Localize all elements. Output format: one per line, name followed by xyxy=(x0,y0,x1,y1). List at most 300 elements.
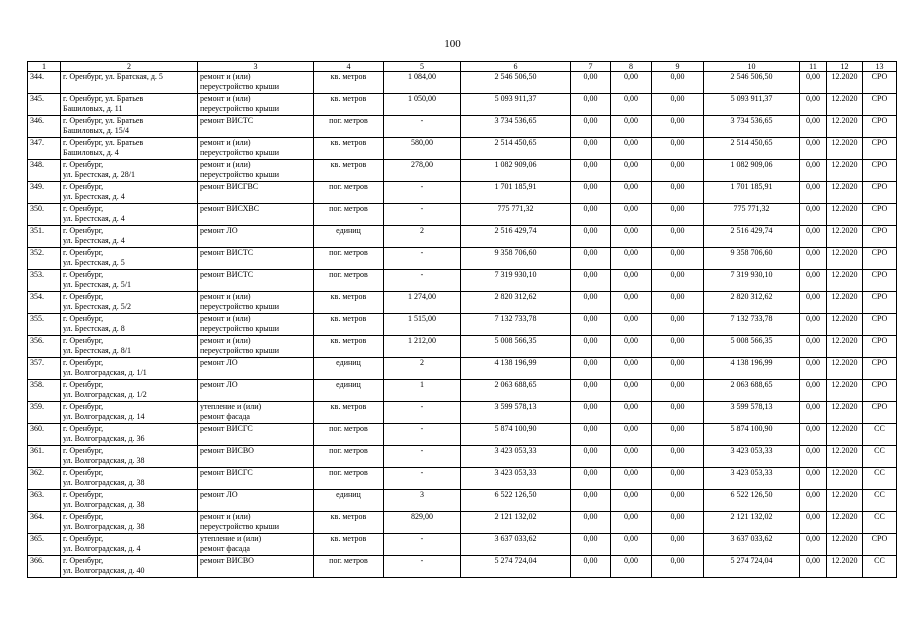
table-row xyxy=(28,248,897,270)
cell-work-type xyxy=(198,512,314,534)
cell-quantity: 1 050,00 xyxy=(384,94,461,116)
column-header-9: 9 xyxy=(652,62,704,72)
cell-unit: пог. метров xyxy=(314,468,384,490)
cell-col-10-value: 2 063 688,65 xyxy=(704,380,800,402)
table-row xyxy=(28,556,897,578)
cell-address-line: г. Оренбург, xyxy=(63,424,104,433)
cell-completion-date: 12.2020 xyxy=(827,446,863,468)
cell-address xyxy=(61,446,198,468)
cell-col-8-value: 0,00 xyxy=(611,534,652,556)
cell-col-7-value: 0,00 xyxy=(571,490,611,512)
cell-work-type-line: ремонт и (или) xyxy=(200,138,251,147)
cell-work-type xyxy=(198,380,314,402)
cell-work-type-line: ремонт и (или) xyxy=(200,512,251,521)
cell-col-7-value: 0,00 xyxy=(571,380,611,402)
table-header xyxy=(28,62,897,72)
table-row xyxy=(28,446,897,468)
cell-col-9-value: 0,00 xyxy=(652,292,704,314)
column-header-6: 6 xyxy=(461,62,571,72)
cell-col-9-value: 0,00 xyxy=(652,512,704,534)
cell-work-type-line: ремонт ВИСВО xyxy=(200,556,254,565)
cell-total-cost: 7 319 930,10 xyxy=(461,270,571,292)
cell-unit: кв. метров xyxy=(314,336,384,358)
page-number: 100 xyxy=(444,38,461,50)
cell-col-9-value: 0,00 xyxy=(652,160,704,182)
cell-address xyxy=(61,248,198,270)
cell-col-7-value: 0,00 xyxy=(571,512,611,534)
cell-col-9-value: 0,00 xyxy=(652,72,704,94)
cell-col-11-value: 0,00 xyxy=(800,248,827,270)
cell-total-cost: 3 423 053,33 xyxy=(461,468,571,490)
cell-quantity: - xyxy=(384,556,461,578)
cell-col-8-value: 0,00 xyxy=(611,424,652,446)
table-row xyxy=(28,380,897,402)
cell-work-type-line: ремонт и (или) xyxy=(200,292,251,301)
cell-address-line: ул. Брестская, д. 28/1 xyxy=(63,170,135,179)
cell-col-8-value: 0,00 xyxy=(611,160,652,182)
cell-quantity: 278,00 xyxy=(384,160,461,182)
cell-total-cost: 2 820 312,62 xyxy=(461,292,571,314)
cell-quantity: - xyxy=(384,468,461,490)
column-header-5: 5 xyxy=(384,62,461,72)
column-header-11: 11 xyxy=(800,62,827,72)
table-row xyxy=(28,160,897,182)
table-row xyxy=(28,402,897,424)
column-header-12: 12 xyxy=(827,62,863,72)
cell-address-line: г. Оренбург, xyxy=(63,512,104,521)
table-row xyxy=(28,358,897,380)
cell-quantity: - xyxy=(384,402,461,424)
table-row xyxy=(28,116,897,138)
cell-row-number: 352. xyxy=(28,248,61,270)
cell-unit: кв. метров xyxy=(314,512,384,534)
cell-method: СРО xyxy=(863,270,897,292)
cell-total-cost: 5 093 911,37 xyxy=(461,94,571,116)
cell-work-type-line: ремонт ВИСТС xyxy=(200,270,254,279)
cell-row-number: 345. xyxy=(28,94,61,116)
cell-work-type xyxy=(198,72,314,94)
cell-row-number: 350. xyxy=(28,204,61,226)
cell-col-8-value: 0,00 xyxy=(611,94,652,116)
cell-col-9-value: 0,00 xyxy=(652,138,704,160)
cell-address-line: ул. Волгоградская, д. 14 xyxy=(63,412,145,421)
cell-col-8-value: 0,00 xyxy=(611,204,652,226)
cell-row-number: 346. xyxy=(28,116,61,138)
cell-col-9-value: 0,00 xyxy=(652,446,704,468)
cell-work-type-line: переустройство крыши xyxy=(200,324,280,333)
cell-address-line: г. Оренбург, xyxy=(63,248,104,257)
cell-col-10-value: 775 771,32 xyxy=(704,204,800,226)
cell-unit: единиц xyxy=(314,490,384,512)
column-header-2: 2 xyxy=(61,62,198,72)
column-header-8: 8 xyxy=(611,62,652,72)
cell-work-type-line: ремонт ЛО xyxy=(200,490,238,499)
cell-work-type xyxy=(198,292,314,314)
cell-address-line: г. Оренбург, xyxy=(63,292,104,301)
cell-work-type xyxy=(198,468,314,490)
cell-total-cost: 7 132 733,78 xyxy=(461,314,571,336)
cell-quantity: 829,00 xyxy=(384,512,461,534)
cell-col-8-value: 0,00 xyxy=(611,336,652,358)
cell-address-line: г. Оренбург, xyxy=(63,358,104,367)
cell-row-number: 349. xyxy=(28,182,61,204)
cell-unit: пог. метров xyxy=(314,182,384,204)
cell-work-type-line: ремонт ВИСТС xyxy=(200,248,254,257)
cell-work-type-line: ремонт фасада xyxy=(200,544,250,553)
cell-col-9-value: 0,00 xyxy=(652,182,704,204)
cell-col-7-value: 0,00 xyxy=(571,336,611,358)
cell-col-10-value: 5 093 911,37 xyxy=(704,94,800,116)
cell-address-line: г. Оренбург, xyxy=(63,402,104,411)
cell-address-line: г. Оренбург, xyxy=(63,314,104,323)
cell-work-type-line: ремонт ВИСХВС xyxy=(200,204,260,213)
cell-col-8-value: 0,00 xyxy=(611,138,652,160)
table-row xyxy=(28,270,897,292)
cell-work-type-line: переустройство крыши xyxy=(200,346,280,355)
cell-total-cost: 3 637 033,62 xyxy=(461,534,571,556)
cell-col-10-value: 2 121 132,02 xyxy=(704,512,800,534)
table-row xyxy=(28,336,897,358)
cell-row-number: 360. xyxy=(28,424,61,446)
cell-col-10-value: 1 701 185,91 xyxy=(704,182,800,204)
cell-col-7-value: 0,00 xyxy=(571,270,611,292)
cell-col-11-value: 0,00 xyxy=(800,402,827,424)
cell-address-line: ул. Брестская, д. 5 xyxy=(63,258,125,267)
cell-col-10-value: 3 599 578,13 xyxy=(704,402,800,424)
cell-col-11-value: 0,00 xyxy=(800,446,827,468)
cell-quantity: 2 xyxy=(384,226,461,248)
cell-completion-date: 12.2020 xyxy=(827,160,863,182)
table-row xyxy=(28,292,897,314)
cell-address-line: г. Оренбург, xyxy=(63,336,104,345)
cell-completion-date: 12.2020 xyxy=(827,490,863,512)
cell-work-type-line: ремонт и (или) xyxy=(200,72,251,81)
cell-col-7-value: 0,00 xyxy=(571,116,611,138)
cell-col-7-value: 0,00 xyxy=(571,72,611,94)
cell-unit: пог. метров xyxy=(314,270,384,292)
cell-work-type-line: утепление и (или) xyxy=(200,402,262,411)
cell-address-line: ул. Брестская, д. 8/1 xyxy=(63,346,131,355)
cell-col-7-value: 0,00 xyxy=(571,446,611,468)
cell-method: СРО xyxy=(863,204,897,226)
cell-method: СРО xyxy=(863,380,897,402)
cell-completion-date: 12.2020 xyxy=(827,204,863,226)
cell-total-cost: 5 874 100,90 xyxy=(461,424,571,446)
column-header-3: 3 xyxy=(198,62,314,72)
cell-method: СРО xyxy=(863,402,897,424)
cell-row-number: 362. xyxy=(28,468,61,490)
cell-address xyxy=(61,424,198,446)
cell-col-11-value: 0,00 xyxy=(800,358,827,380)
cell-unit: пог. метров xyxy=(314,424,384,446)
cell-col-9-value: 0,00 xyxy=(652,314,704,336)
cell-col-11-value: 0,00 xyxy=(800,270,827,292)
cell-address-line: ул. Брестская, д. 8 xyxy=(63,324,125,333)
cell-address-line: г. Оренбург, xyxy=(63,380,104,389)
cell-completion-date: 12.2020 xyxy=(827,226,863,248)
cell-work-type xyxy=(198,446,314,468)
cell-address xyxy=(61,534,198,556)
cell-completion-date: 12.2020 xyxy=(827,512,863,534)
cell-row-number: 359. xyxy=(28,402,61,424)
cell-quantity: - xyxy=(384,204,461,226)
cell-col-8-value: 0,00 xyxy=(611,512,652,534)
cell-col-10-value: 7 319 930,10 xyxy=(704,270,800,292)
cell-col-11-value: 0,00 xyxy=(800,72,827,94)
cell-col-8-value: 0,00 xyxy=(611,556,652,578)
cell-work-type xyxy=(198,424,314,446)
cell-completion-date: 12.2020 xyxy=(827,358,863,380)
cell-col-8-value: 0,00 xyxy=(611,314,652,336)
cell-total-cost: 1 701 185,91 xyxy=(461,182,571,204)
cell-address-line: ул. Брестская, д. 4 xyxy=(63,214,125,223)
cell-address-line: г. Оренбург, xyxy=(63,490,104,499)
cell-address-line: ул. Брестская, д. 5/1 xyxy=(63,280,131,289)
cell-completion-date: 12.2020 xyxy=(827,116,863,138)
cell-work-type-line: ремонт и (или) xyxy=(200,160,251,169)
cell-address-line: ул. Волгоградская, д. 40 xyxy=(63,566,145,575)
cell-work-type-line: ремонт и (или) xyxy=(200,336,251,345)
cell-total-cost: 4 138 196,99 xyxy=(461,358,571,380)
cell-address-line: г. Оренбург, ул. Братьев xyxy=(63,138,144,147)
cell-col-11-value: 0,00 xyxy=(800,160,827,182)
table-row xyxy=(28,512,897,534)
cell-address xyxy=(61,160,198,182)
cell-quantity: - xyxy=(384,182,461,204)
cell-quantity: 1 084,00 xyxy=(384,72,461,94)
cell-completion-date: 12.2020 xyxy=(827,292,863,314)
cell-address-line: Башиловых, д. 15/4 xyxy=(63,126,130,135)
cell-col-10-value: 5 874 100,90 xyxy=(704,424,800,446)
table-row xyxy=(28,226,897,248)
cell-col-11-value: 0,00 xyxy=(800,534,827,556)
cell-quantity: - xyxy=(384,270,461,292)
cell-unit: кв. метров xyxy=(314,160,384,182)
cell-col-9-value: 0,00 xyxy=(652,490,704,512)
cell-col-8-value: 0,00 xyxy=(611,380,652,402)
cell-quantity: - xyxy=(384,248,461,270)
cell-col-8-value: 0,00 xyxy=(611,358,652,380)
cell-method: СС xyxy=(863,556,897,578)
cell-method: СС xyxy=(863,512,897,534)
cell-col-7-value: 0,00 xyxy=(571,402,611,424)
cell-col-11-value: 0,00 xyxy=(800,226,827,248)
cell-col-11-value: 0,00 xyxy=(800,94,827,116)
cell-col-10-value: 9 358 706,60 xyxy=(704,248,800,270)
table-row xyxy=(28,72,897,94)
cell-completion-date: 12.2020 xyxy=(827,94,863,116)
cell-address-line: г. Оренбург, xyxy=(63,446,104,455)
table-row xyxy=(28,314,897,336)
cell-work-type xyxy=(198,204,314,226)
cell-col-11-value: 0,00 xyxy=(800,424,827,446)
cell-address-line: г. Оренбург, xyxy=(63,534,104,543)
cell-col-7-value: 0,00 xyxy=(571,358,611,380)
cell-row-number: 355. xyxy=(28,314,61,336)
cell-total-cost: 3 423 053,33 xyxy=(461,446,571,468)
cell-address xyxy=(61,314,198,336)
cell-work-type-line: ремонт ЛО xyxy=(200,226,238,235)
cell-col-7-value: 0,00 xyxy=(571,204,611,226)
cell-work-type-line: переустройство крыши xyxy=(200,148,280,157)
cell-completion-date: 12.2020 xyxy=(827,468,863,490)
cell-work-type-line: ремонт ВИСВО xyxy=(200,446,254,455)
cell-col-10-value: 2 546 506,50 xyxy=(704,72,800,94)
cell-col-9-value: 0,00 xyxy=(652,270,704,292)
cell-address-line: ул. Волгоградская, д. 38 xyxy=(63,478,145,487)
cell-address xyxy=(61,182,198,204)
cell-work-type xyxy=(198,160,314,182)
cell-col-10-value: 1 082 909,06 xyxy=(704,160,800,182)
cell-address-line: ул. Брестская, д. 5/2 xyxy=(63,302,131,311)
cell-method: СРО xyxy=(863,94,897,116)
cell-address-line: ул. Волгоградская, д. 4 xyxy=(63,544,141,553)
cell-col-7-value: 0,00 xyxy=(571,556,611,578)
cell-work-type xyxy=(198,314,314,336)
cell-quantity: 2 xyxy=(384,358,461,380)
cell-completion-date: 12.2020 xyxy=(827,380,863,402)
cell-col-9-value: 0,00 xyxy=(652,380,704,402)
cell-address xyxy=(61,336,198,358)
cell-total-cost: 2 063 688,65 xyxy=(461,380,571,402)
cell-method: СРО xyxy=(863,314,897,336)
cell-unit: пог. метров xyxy=(314,248,384,270)
cell-address-line: г. Оренбург, ул. Братьев xyxy=(63,94,144,103)
cell-col-8-value: 0,00 xyxy=(611,182,652,204)
cell-total-cost: 5 008 566,35 xyxy=(461,336,571,358)
cell-col-11-value: 0,00 xyxy=(800,314,827,336)
cell-address xyxy=(61,116,198,138)
cell-row-number: 361. xyxy=(28,446,61,468)
cell-method: СС xyxy=(863,468,897,490)
cell-work-type xyxy=(198,534,314,556)
column-header-7: 7 xyxy=(571,62,611,72)
cell-col-10-value: 6 522 126,50 xyxy=(704,490,800,512)
cell-address xyxy=(61,512,198,534)
cell-quantity: - xyxy=(384,446,461,468)
cell-col-8-value: 0,00 xyxy=(611,490,652,512)
cell-method: СРО xyxy=(863,138,897,160)
cell-work-type-line: ремонт и (или) xyxy=(200,314,251,323)
table-row xyxy=(28,94,897,116)
cell-method: СРО xyxy=(863,358,897,380)
table-row xyxy=(28,490,897,512)
cell-col-9-value: 0,00 xyxy=(652,248,704,270)
cell-col-9-value: 0,00 xyxy=(652,116,704,138)
cell-unit: кв. метров xyxy=(314,94,384,116)
cell-address xyxy=(61,72,198,94)
cell-col-10-value: 3 423 053,33 xyxy=(704,468,800,490)
cell-address xyxy=(61,94,198,116)
cell-col-10-value: 2 516 429,74 xyxy=(704,226,800,248)
cell-address-line: ул. Волгоградская, д. 38 xyxy=(63,456,145,465)
cell-col-9-value: 0,00 xyxy=(652,534,704,556)
cell-col-11-value: 0,00 xyxy=(800,336,827,358)
cell-work-type xyxy=(198,182,314,204)
cell-address-line: ул. Брестская, д. 4 xyxy=(63,192,125,201)
cell-total-cost: 2 514 450,65 xyxy=(461,138,571,160)
cell-col-10-value: 7 132 733,78 xyxy=(704,314,800,336)
cell-col-8-value: 0,00 xyxy=(611,446,652,468)
cell-work-type xyxy=(198,358,314,380)
cell-col-8-value: 0,00 xyxy=(611,72,652,94)
cell-work-type xyxy=(198,336,314,358)
cell-quantity: 1 515,00 xyxy=(384,314,461,336)
cell-work-type xyxy=(198,138,314,160)
cell-col-8-value: 0,00 xyxy=(611,248,652,270)
cell-address-line: Башиловых, д. 4 xyxy=(63,148,119,157)
cell-col-9-value: 0,00 xyxy=(652,94,704,116)
cell-method: СРО xyxy=(863,160,897,182)
cell-work-type-line: переустройство крыши xyxy=(200,104,280,113)
cell-unit: кв. метров xyxy=(314,534,384,556)
cell-unit: пог. метров xyxy=(314,204,384,226)
cell-address-line: г. Оренбург, xyxy=(63,226,104,235)
column-header-13: 13 xyxy=(863,62,897,72)
cell-method: СРО xyxy=(863,292,897,314)
cell-work-type xyxy=(198,556,314,578)
cell-total-cost: 2 516 429,74 xyxy=(461,226,571,248)
cell-completion-date: 12.2020 xyxy=(827,336,863,358)
cell-col-9-value: 0,00 xyxy=(652,358,704,380)
cell-work-type-line: переустройство крыши xyxy=(200,82,280,91)
cell-col-10-value: 3 637 033,62 xyxy=(704,534,800,556)
cell-completion-date: 12.2020 xyxy=(827,402,863,424)
table-row xyxy=(28,138,897,160)
cell-method: СРО xyxy=(863,182,897,204)
cell-total-cost: 1 082 909,06 xyxy=(461,160,571,182)
cell-address-line: ул. Волгоградская, д. 1/1 xyxy=(63,368,147,377)
cell-col-7-value: 0,00 xyxy=(571,226,611,248)
cell-work-type xyxy=(198,270,314,292)
cell-address-line: ул. Волгоградская, д. 38 xyxy=(63,500,145,509)
cell-work-type-line: переустройство крыши xyxy=(200,302,280,311)
cell-address-line: г. Оренбург, ул. Братская, д. 5 xyxy=(63,72,163,81)
cell-work-type xyxy=(198,226,314,248)
cell-row-number: 364. xyxy=(28,512,61,534)
cell-work-type-line: переустройство крыши xyxy=(200,522,280,531)
cell-total-cost: 775 771,32 xyxy=(461,204,571,226)
cell-col-11-value: 0,00 xyxy=(800,182,827,204)
cell-quantity: - xyxy=(384,424,461,446)
cell-work-type xyxy=(198,94,314,116)
column-header-4: 4 xyxy=(314,62,384,72)
cell-unit: кв. метров xyxy=(314,72,384,94)
cell-completion-date: 12.2020 xyxy=(827,556,863,578)
cell-completion-date: 12.2020 xyxy=(827,314,863,336)
cell-address xyxy=(61,226,198,248)
cell-row-number: 366. xyxy=(28,556,61,578)
cell-method: СРО xyxy=(863,226,897,248)
cell-col-10-value: 5 274 724,04 xyxy=(704,556,800,578)
cell-work-type-line: ремонт ВИСТС xyxy=(200,116,254,125)
cell-col-11-value: 0,00 xyxy=(800,512,827,534)
cell-total-cost: 2 121 132,02 xyxy=(461,512,571,534)
cell-method: СРО xyxy=(863,534,897,556)
cell-unit: кв. метров xyxy=(314,292,384,314)
cell-address-line: г. Оренбург, xyxy=(63,468,104,477)
cell-unit: единиц xyxy=(314,380,384,402)
cell-total-cost: 3 734 536,65 xyxy=(461,116,571,138)
repair-program-table xyxy=(27,61,897,578)
cell-col-10-value: 2 820 312,62 xyxy=(704,292,800,314)
cell-method: СРО xyxy=(863,72,897,94)
cell-col-9-value: 0,00 xyxy=(652,336,704,358)
cell-col-10-value: 2 514 450,65 xyxy=(704,138,800,160)
table-row xyxy=(28,468,897,490)
cell-address xyxy=(61,138,198,160)
cell-address-line: г. Оренбург, xyxy=(63,556,104,565)
